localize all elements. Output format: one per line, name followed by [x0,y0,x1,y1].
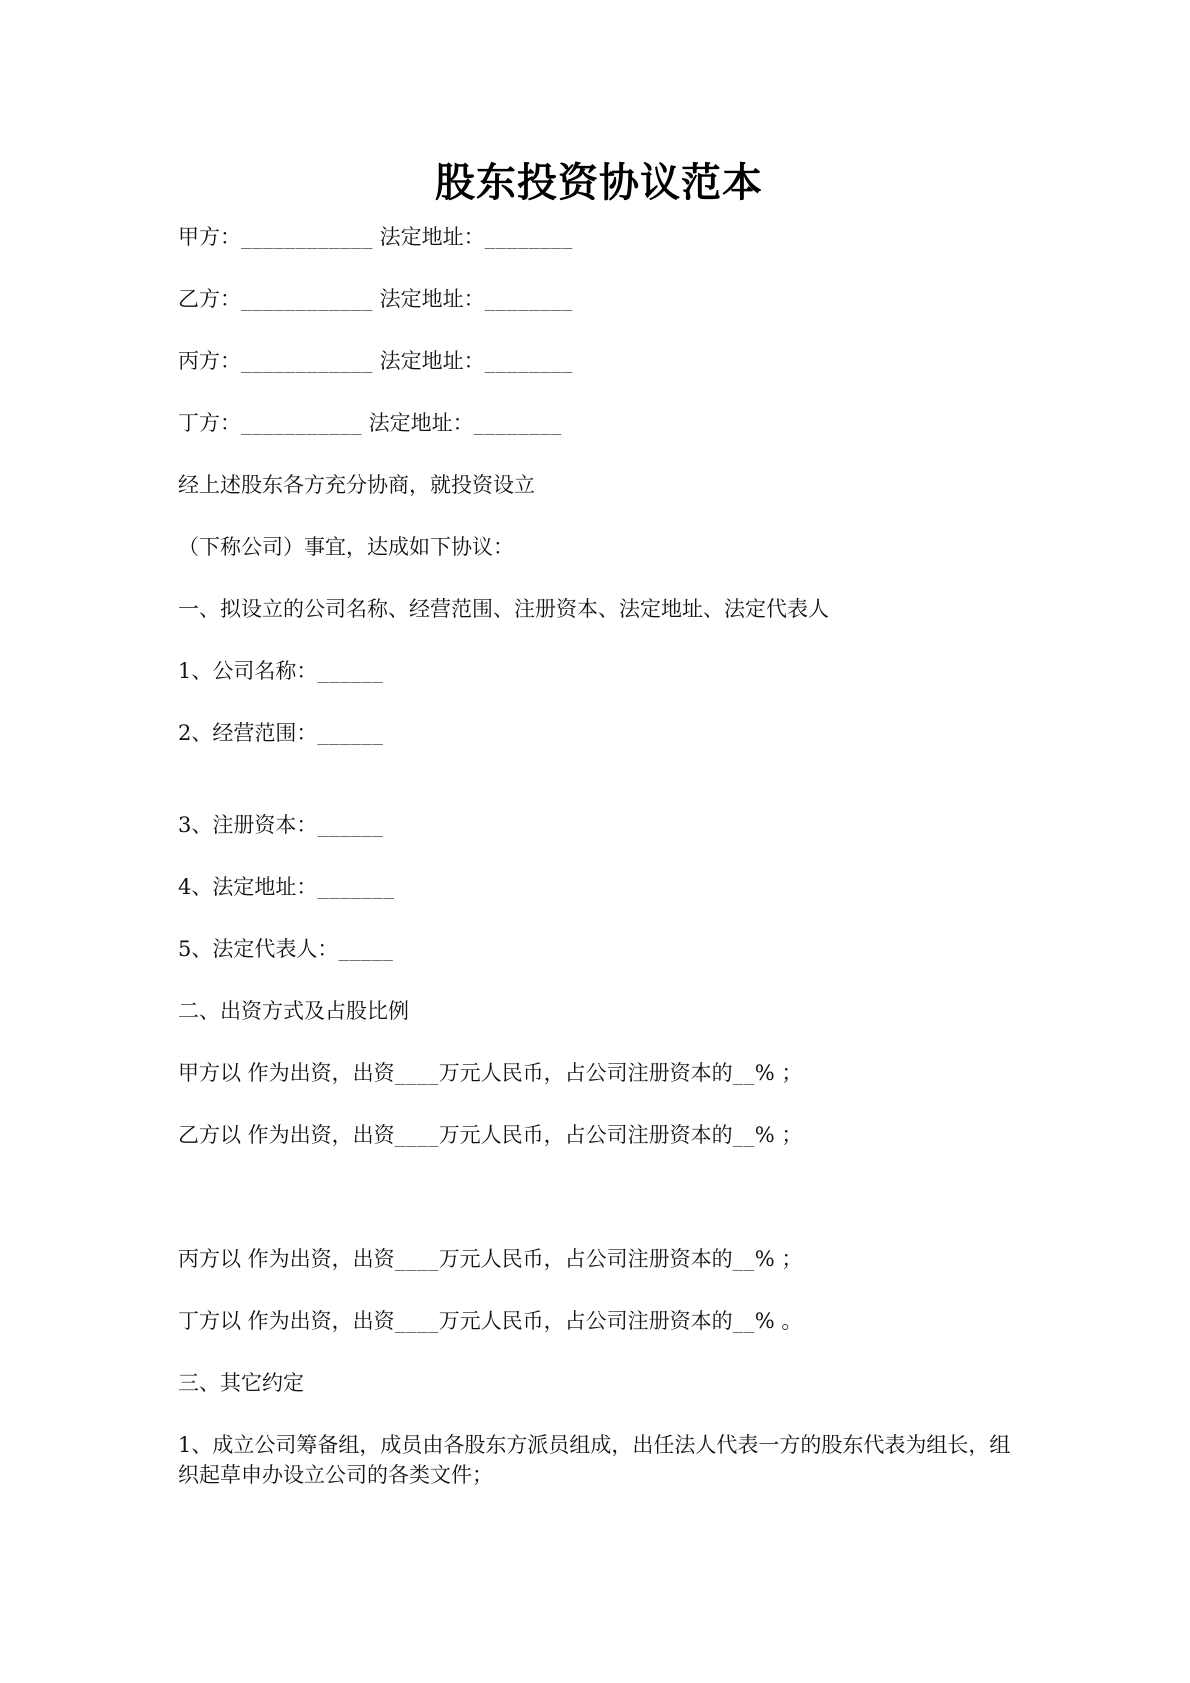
contribution-line-bing [178,1244,1020,1274]
paragraph-text: 丙方以 作为出资，出资 [178,1247,395,1271]
paragraph-text: 丁方以 作为出资，出资 [178,1309,395,1333]
fill-in-blank: __ [732,1061,755,1085]
paragraph-text: 丙方： [178,349,241,373]
item-2-business-scope [178,718,1020,748]
fill-in-blank: ________ [484,287,573,311]
paragraph-text: 3、注册资本： [178,813,318,837]
paragraph-text: 丁方： [178,411,241,435]
fill-in-blank: ________ [484,225,573,249]
item-5-legal-representative [178,934,1020,964]
paragraph-text: 乙方以 作为出资，出资 [178,1123,395,1147]
fill-in-blank: ____________ [241,287,373,311]
party-line-bing [178,346,1020,376]
contribution-line-jia [178,1058,1020,1088]
fill-in-blank: __ [732,1309,755,1333]
fill-in-blank: _______ [317,875,395,899]
paragraph-text: 5、法定代表人： [178,937,339,961]
fill-in-blank: ____ [394,1061,439,1085]
preamble-line-1 [178,470,1020,500]
fill-in-blank: __ [732,1247,755,1271]
party-line-jia [178,222,1020,252]
fill-in-blank: ____ [394,1123,439,1147]
paragraph-text: 万元人民币，占公司注册资本的 [438,1247,733,1271]
paragraph-text: 经上述股东各方充分协商，就投资设立 [178,473,535,497]
paragraph-text: 2、经营范围： [178,721,318,745]
party-line-ding [178,408,1020,438]
fill-in-blank: ______ [317,659,384,683]
fill-in-blank: ____________ [241,349,373,373]
fill-in-blank: ______ [317,721,384,745]
preamble-line-2 [178,532,1020,562]
paragraph-text: 甲方以 作为出资，出资 [178,1061,395,1085]
item-4-legal-address [178,872,1020,902]
fill-in-blank: ________ [484,349,573,373]
paragraph-text: % 。 [754,1309,803,1333]
paragraph-text: 万元人民币，占公司注册资本的 [438,1309,733,1333]
section-2-heading [178,996,1020,1026]
item-1-company-name [178,656,1020,686]
paragraph-text: % ； [754,1061,803,1085]
paragraph-text: （下称公司）事宜，达成如下协议： [178,535,514,559]
party-line-yi [178,284,1020,314]
contribution-line-yi [178,1120,1020,1150]
paragraph-text: 法定地址： [373,225,485,249]
item-3-registered-capital [178,810,1020,840]
paragraph-text: 甲方： [178,225,241,249]
fill-in-blank: ____ [394,1309,439,1333]
paragraph-text: 1、成立公司筹备组，成员由各股东方派员组成，出任法人代表一方的股东代表为组长，组织起草申办设立公司的各类文件； [178,1433,1011,1487]
fill-in-blank: ________ [473,411,562,435]
paragraph-text: 法定地址： [362,411,474,435]
document-title: 股东投资协议范本 [435,159,763,206]
paragraph-text: 法定地址： [373,349,485,373]
clause-1-preparation-group [178,1430,1020,1490]
fill-in-blank: ____________ [241,225,373,249]
paragraph-text: 二、出资方式及占股比例 [178,999,409,1023]
paragraph-text: % ； [754,1123,803,1147]
fill-in-blank: ___________ [241,411,362,435]
paragraph-text: 乙方： [178,287,241,311]
paragraph-text: 万元人民币，占公司注册资本的 [438,1061,733,1085]
fill-in-blank: ____ [394,1247,439,1271]
paragraph-text: % ； [754,1247,803,1271]
fill-in-blank: ______ [317,813,384,837]
section-1-heading [178,594,1020,624]
paragraph-text: 万元人民币，占公司注册资本的 [438,1123,733,1147]
section-3-heading [178,1368,1020,1398]
paragraph-text: 三、其它约定 [178,1371,304,1395]
fill-in-blank: _____ [338,937,394,961]
paragraph-text: 一、拟设立的公司名称、经营范围、注册资本、法定地址、法定代表人 [178,597,829,621]
document-body [178,222,1020,1490]
paragraph-text: 1、公司名称： [178,659,318,683]
paragraph-text: 法定地址： [373,287,485,311]
contribution-line-ding [178,1306,1020,1336]
fill-in-blank: __ [732,1123,755,1147]
paragraph-text: 4、法定地址： [178,875,318,899]
